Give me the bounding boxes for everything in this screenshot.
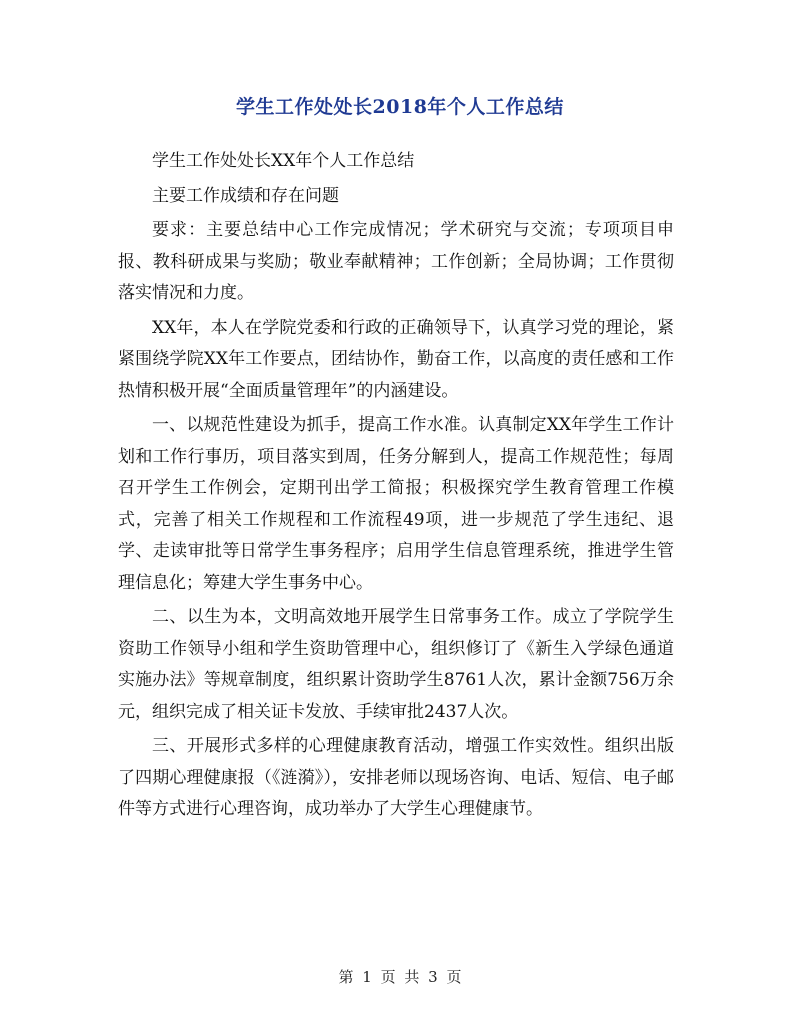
paragraph-requirements: 要求：主要总结中心工作完成情况；学术研究与交流；专项项目申报、教科研成果与奖励；敬业奉献精神；工作创新；全局协调；工作贯彻落实情况和力度。 xyxy=(118,220,674,303)
paragraph-section-heading: 主要工作成绩和存在问题 xyxy=(152,185,339,206)
paragraph-introduction: XX年，本人在学院党委和行政的正确领导下，认真学习党的理论，紧紧围绕学院XX年工作要点，团结协作，勤奋工作，以高度的责任感和工作热情积极开展“全面质量管理年”的内涵建设。 xyxy=(118,317,674,401)
document-title: 学生工作处处长2018年个人工作总结 xyxy=(236,96,564,118)
paragraph-subtitle: 学生工作处处长XX年个人工作总结 xyxy=(152,151,415,171)
paragraph-item-two: 二、以生为本，文明高效地开展学生日常事务工作。成立了学院学生资助工作领导小组和学生资助管理中心，组织修订了《新生入学绿色通道实施办法》等规章制度，组织累计资助学生8761人次，累计金额756万余元，组织完成了相关证卡发放、手续审批2437人次。 xyxy=(118,607,674,722)
page-number-footer: 第 1 页 共 3 页 xyxy=(338,968,462,986)
paragraph-item-three: 三、开展形式多样的心理健康教育活动，增强工作实效性。组织出版了四期心理健康报（《涟漪》），安排老师以现场咨询、电话、短信、电子邮件等方式进行心理咨询，成功举办了大学生心理健康节。 xyxy=(118,736,674,819)
paragraph-item-one: 一、以规范性建设为抓手，提高工作水准。认真制定XX年学生工作计划和工作行事历，项目落实到周，任务分解到人，提高工作规范性；每周召开学生工作例会，定期刊出学工简报；积极探究学生教育管理工作模式，完善了相关工作规程和工作流程49项，进一步规范了学生违纪、退学、走读审批等日常学生事务程序；启用学生信息管理系统，推进学生管理信息化；筹建大学生事务中心。 xyxy=(118,415,674,593)
document-body xyxy=(118,146,674,826)
